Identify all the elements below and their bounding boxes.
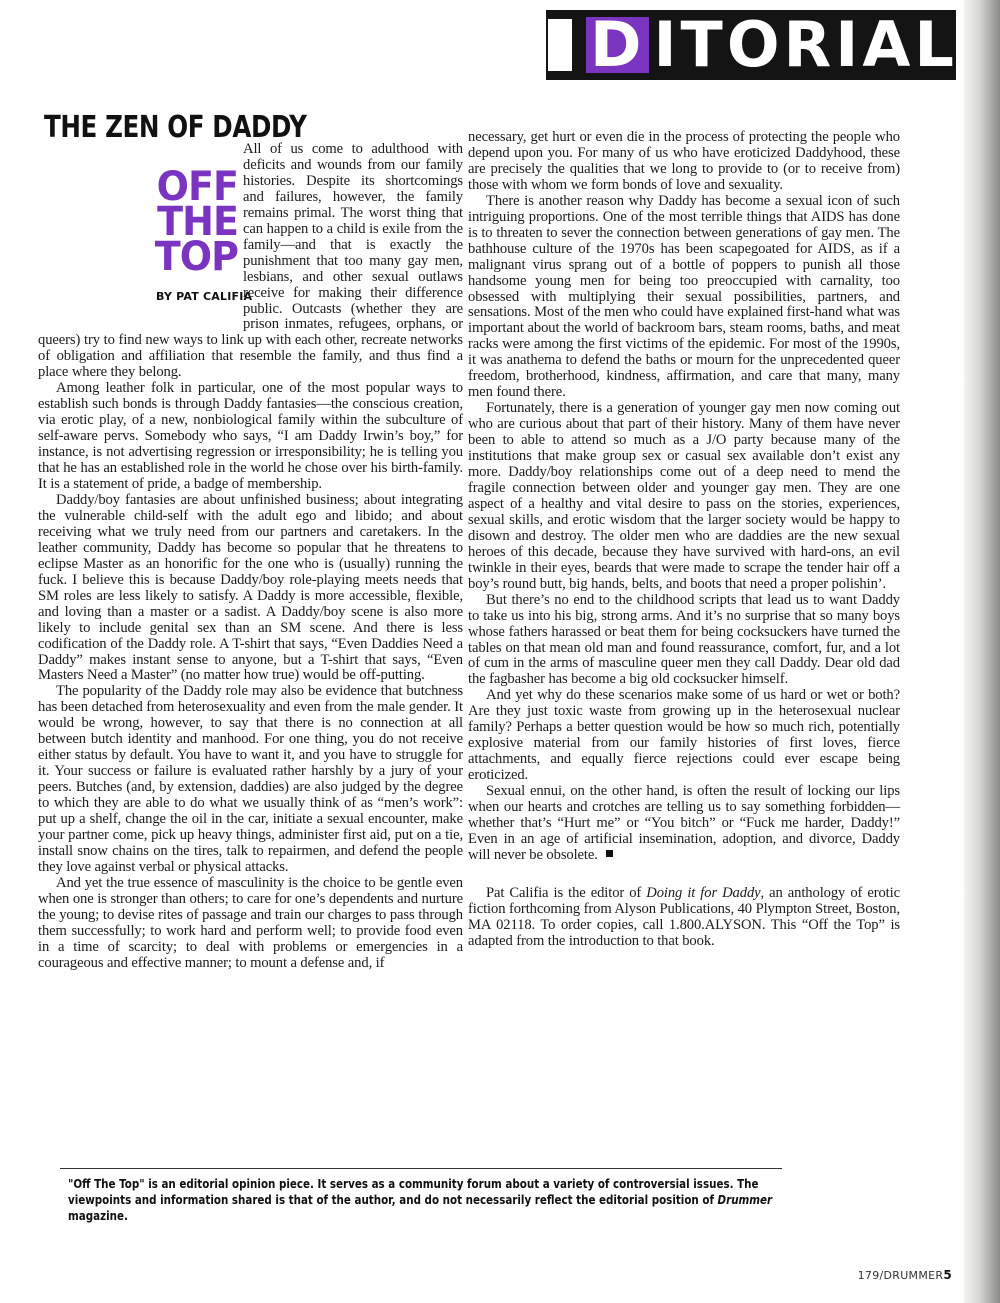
article-headline: THE ZEN OF DADDY	[44, 110, 307, 145]
paragraph: Among leather folk in particular, one of the most popular ways to establish such bonds is through Daddy fantasies—the conscious creation, via erotic play, of a new, nonbiological family within the subculture of self-aware pervs. Somebody who says, “I am Daddy Irwin’s boy,” for instance, is not advertising regression or irresponsibility; he is telling you that he has an established role in the world he chose over his birth-family. It is a statement of pride, a badge of membership.	[38, 380, 463, 493]
paragraph: The popularity of the Daddy role may also be evidence that butchness has been detached from heterosexuality and even from the male gender. It would be wrong, however, to say that there is no connection at all between butch identity and manhood. For one thing, you do not receive either status by default. You have to want it, and you have to struggle for it. Your success or failure is evaluated rather harshly by a jury of your peers. Butches (and, by extension, daddies) are also judged by the degree to which they are able to do what we usually think of as “men’s work”: put up a shelf, change the oil in the car, initiate a sexual encounter, make your partner come, pick up heavy things, administer first aid, put on a tie, install snow chains on the tires, talk to repairmen, and defend the people they love against verbal or physical attacks.	[38, 683, 463, 875]
byline: BY PAT CALIFIA	[156, 290, 253, 303]
footer-divider	[60, 1168, 782, 1169]
section-masthead	[548, 8, 958, 81]
page-edge-shadow	[964, 0, 1000, 1303]
logo-float-spacer	[38, 142, 253, 330]
column-logo-line: OFF	[156, 164, 238, 210]
folio-prefix: 179/DRUMMER	[857, 1269, 944, 1282]
paragraph: All of us come to adulthood with deficits and wounds from our family histories. Despite its shortcomings and failures, however, the family remains primal. The worst thing that can happen to a child is exile from the family—and that is exactly the punishment that too many gay men, lesbians, and other sexual outlaws receive for making their difference public. Outcasts (whether they are prison inmates, refugees, orphans, or queers) try to find new ways to link up with each other, recreate networks of obligation and affiliation that resemble the family, and thus find a place where they belong.	[38, 141, 463, 381]
masthead-rest: ITORIAL	[653, 8, 958, 81]
column-logo-line: TOP	[154, 234, 238, 280]
masthead-first-letter	[548, 19, 580, 71]
end-mark-icon	[606, 850, 613, 857]
paragraph: Daddy/boy fantasies are about unfinished business; about integrating the vulnerable child-self with the adult ego and libido; and about receiving what we truly need from our partners and caretakers. In the leather community, Daddy has become so popular that he threatens to eclipse Master as an honorific for the one who is (usually) running the fuck. I believe this is because Daddy/boy role-playing meets needs that SM roles are less likely to satisfy. A Daddy is more accessible, flexible, and loving than a master or a sadist. A Daddy/boy scene is also more likely to include genital sex than an SM scene. And there is less codification of the Daddy role. A T-shirt that says, “Even Daddies Need a Daddy” makes instant sense to anyone, but a T-shirt that says, “Even Masters Need a Master” (no matter how true) would be off-putting.	[38, 491, 463, 684]
paragraph: And yet why do these scenarios make some of us hard or wet or both? Are they just toxic waste from growing up in the heterosexual nuclear family? Perhaps a better question would be how so much rich, potentially explosive material from our family histories of first loves, fierce attachments, and equally fierce rejections could ever escape being eroticized.	[468, 687, 900, 784]
right-column	[468, 130, 900, 950]
bio-after: , an anthology of erotic fiction forthcoming from Alyson Publications, 40 Plympton Street, Boston, MA 02118. To order copies, call 1.800.ALYSON. This “Off the Top” is adapted from the introduction to that book.	[468, 884, 900, 949]
column-logo-line: THE	[157, 199, 238, 245]
paragraph: There is another reason why Daddy has become a sexual icon of such intriguing proportions. One of the most terrible things that AIDS has done is to threaten to sever the connection between generations of gay men. The bathhouse culture of the 1970s has been scapegoated for AIDS, as if a malignant virus sprang out of a bottle of poppers to punish all those handsome young men for being too preoccupied with carnality, too obsessed with multiplying their sexual possibilities, partners, and sensations. Most of the men who could have explained first-hand what was important about the world of backroom bars, steam rooms, baths, and meat racks were among the first victims of the epidemic. For most of the 1990s, it was anathema to defend the baths or mourn for the unprecedented queer freedom, brotherhood, kindness, affirmation, and care that many, many men found there.	[468, 192, 900, 401]
masthead-highlight-letter: D	[586, 17, 649, 73]
left-column	[38, 142, 463, 972]
paragraph: necessary, get hurt or even die in the process of protecting the people who depend upon you. For many of us who have eroticized Daddyhood, these are precisely the qualities that we long to provide to (or to receive from) those with whom we form bonds of love and sexuality.	[468, 129, 900, 193]
paragraph: Fortunately, there is a generation of younger gay men now coming out who are curious about that part of their history. Many of them have never been to able to attend so much as a J/O party because many of the institutions that make group sex or casual sex available don’t exist any more. Daddy/boy relationships come out of a deep need to mend the fragile connection between older and younger gay men. They are one aspect of a healthy and vital desire to pass on the stories, experiences, sexual skills, and erotic wisdom that the larger society would be happy to disown and destroy. The older men who are daddies are the new sexual heroes of this decade, because they have survived with hard-ons, an evil twinkle in their eyes, beards that were made to scrape the tender hair off a boy’s round butt, big hands, belts, and boots that need a proper polishin’.	[468, 400, 900, 592]
paragraph-text: Sexual ennui, on the other hand, is often the result of locking our lips when our hearts and crotches are telling us to say something forbidden—whether that’s “Hurt me” or “You bitch” or “Fuck me harder, Daddy!” Even in an age of artificial insemination, adoption, and divorce, Daddy will never be obsolete.	[468, 783, 900, 863]
paragraph: But there’s no end to the childhood scripts that lead us to want Daddy to take us into his big, strong arms. And it’s no surprise that so many boys whose fathers harassed or beat them for being cocksuckers have turned the tables on that mean old man and found reassurance, comfort, fur, and a lot of cum in the arms of masculine queer men they call Daddy. Dear old dad the fagbasher has become a big old cocksucker himself.	[468, 591, 900, 688]
disclaimer-magazine: Drummer	[717, 1193, 773, 1207]
folio-page-number: 5	[943, 1268, 952, 1282]
paragraph-last	[468, 784, 900, 864]
author-bio	[468, 886, 900, 950]
bio-before: Pat Califia is the editor of	[486, 884, 647, 901]
bio-book-title: Doing it for Daddy	[646, 884, 761, 901]
paragraph: And yet the true essence of masculinity is the choice to be gentle even when one is stronger than others; to care for one’s dependents and nurture the young; to devise rites of passage and train our charges to pass through them successfully; to work hard and perform well; to provide food even in a time of scarcity; to deal with problems or emergencies in a courageous and effective manner; to mount a defense and, if	[38, 874, 463, 971]
disclaimer-after: magazine.	[68, 1209, 128, 1223]
disclaimer-before: "Off The Top" is an editorial opinion piece. It serves as a community forum about a variety of controversial issues. The viewpoints and information shared is that of the author, and do not necessarily reflect the editorial position of	[68, 1177, 759, 1207]
editorial-disclaimer	[68, 1176, 808, 1224]
page-folio	[858, 1268, 952, 1282]
